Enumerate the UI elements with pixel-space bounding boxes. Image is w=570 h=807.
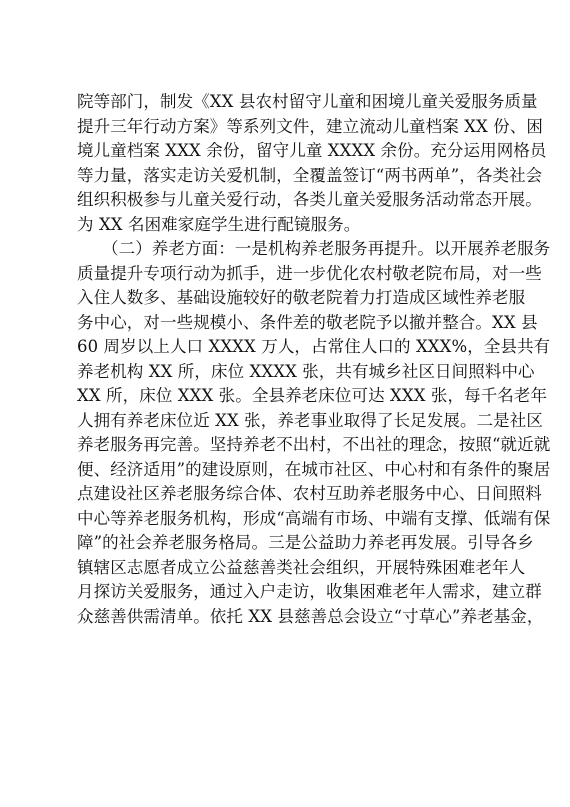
text-line: 为 XX 名困难家庭学生进行配镜服务。 bbox=[77, 214, 361, 234]
text-line: 境儿童档案 XXX 余份，留守儿童 XXXX 余份。充分运用网格员 bbox=[77, 141, 547, 160]
text-line: 镇辖区志愿者成立公益慈善类社会组织，开展特殊困难老年人 bbox=[77, 557, 526, 577]
text-line: 提升三年行动方案》等系列文件，建立流动儿童档案 XX 份、困 bbox=[77, 116, 543, 136]
text-line: 便、经济适用”的建设原则，在城市社区、中心村和有条件的聚居 bbox=[77, 459, 551, 479]
text-line: 障”的社会养老服务格局。三是公益助力养老再发展。引导各乡 bbox=[77, 533, 534, 552]
text-line: 入住人数多、基础设施较好的敬老院着力打造成区域性养老服 bbox=[77, 288, 526, 307]
text-line: 众慈善供需清单。依托 XX 县慈善总会设立“寸草心”养老基金， bbox=[77, 606, 544, 626]
section-heading-line: （二）养老方面：一是机构养老服务再提升。以开展养老服务 bbox=[102, 239, 551, 258]
text-line: 务中心，对一些规模小、条件差的敬老院予以撤并整合。XX 县 bbox=[77, 312, 538, 332]
text-line: 月探访关爱服务，通过入户走访，收集困难老年人需求，建立群 bbox=[77, 582, 542, 601]
text-line: 养老机构 XX 所，床位 XXXX 张，共有城乡社区日间照料中心 bbox=[77, 361, 535, 381]
text-line: 等力量，落实走访关爱机制，全覆盖签订“两书两单”，各类社会 bbox=[77, 165, 543, 185]
text-line: 中心等养老服务机构，形成“高端有市场、中端有支撑、低端有保 bbox=[77, 508, 551, 528]
text-line: 养老服务再完善。坚持养老不出村，不出社的理念，按照“就近就 bbox=[77, 435, 551, 454]
text-line: XX 所，床位 XXX 张。全县养老床位可达 XXX 张，每千名老年 bbox=[77, 386, 548, 405]
text-line: 组织积极参与儿童关爱行动，各类儿童关爱服务活动常态开展。 bbox=[77, 190, 542, 209]
text-line: 质量提升专项行动为抓手，进一步优化农村敬老院布局，对一些 bbox=[77, 263, 542, 283]
text-line: 点建设社区养老服务综合体、农村互助养老服务中心、日间照料 bbox=[77, 484, 542, 503]
text-line: 院等部门，制发《XX 县农村留守儿童和困境儿童关爱服务质量 bbox=[77, 92, 538, 111]
body-text bbox=[77, 90, 551, 629]
text-line: 60 周岁以上人口 XXXX 万人，占常住人口的 XXX%，全县共有 bbox=[77, 337, 551, 356]
text-line: 人拥有养老床位近 XX 张，养老事业取得了长足发展。二是社区 bbox=[77, 410, 543, 430]
